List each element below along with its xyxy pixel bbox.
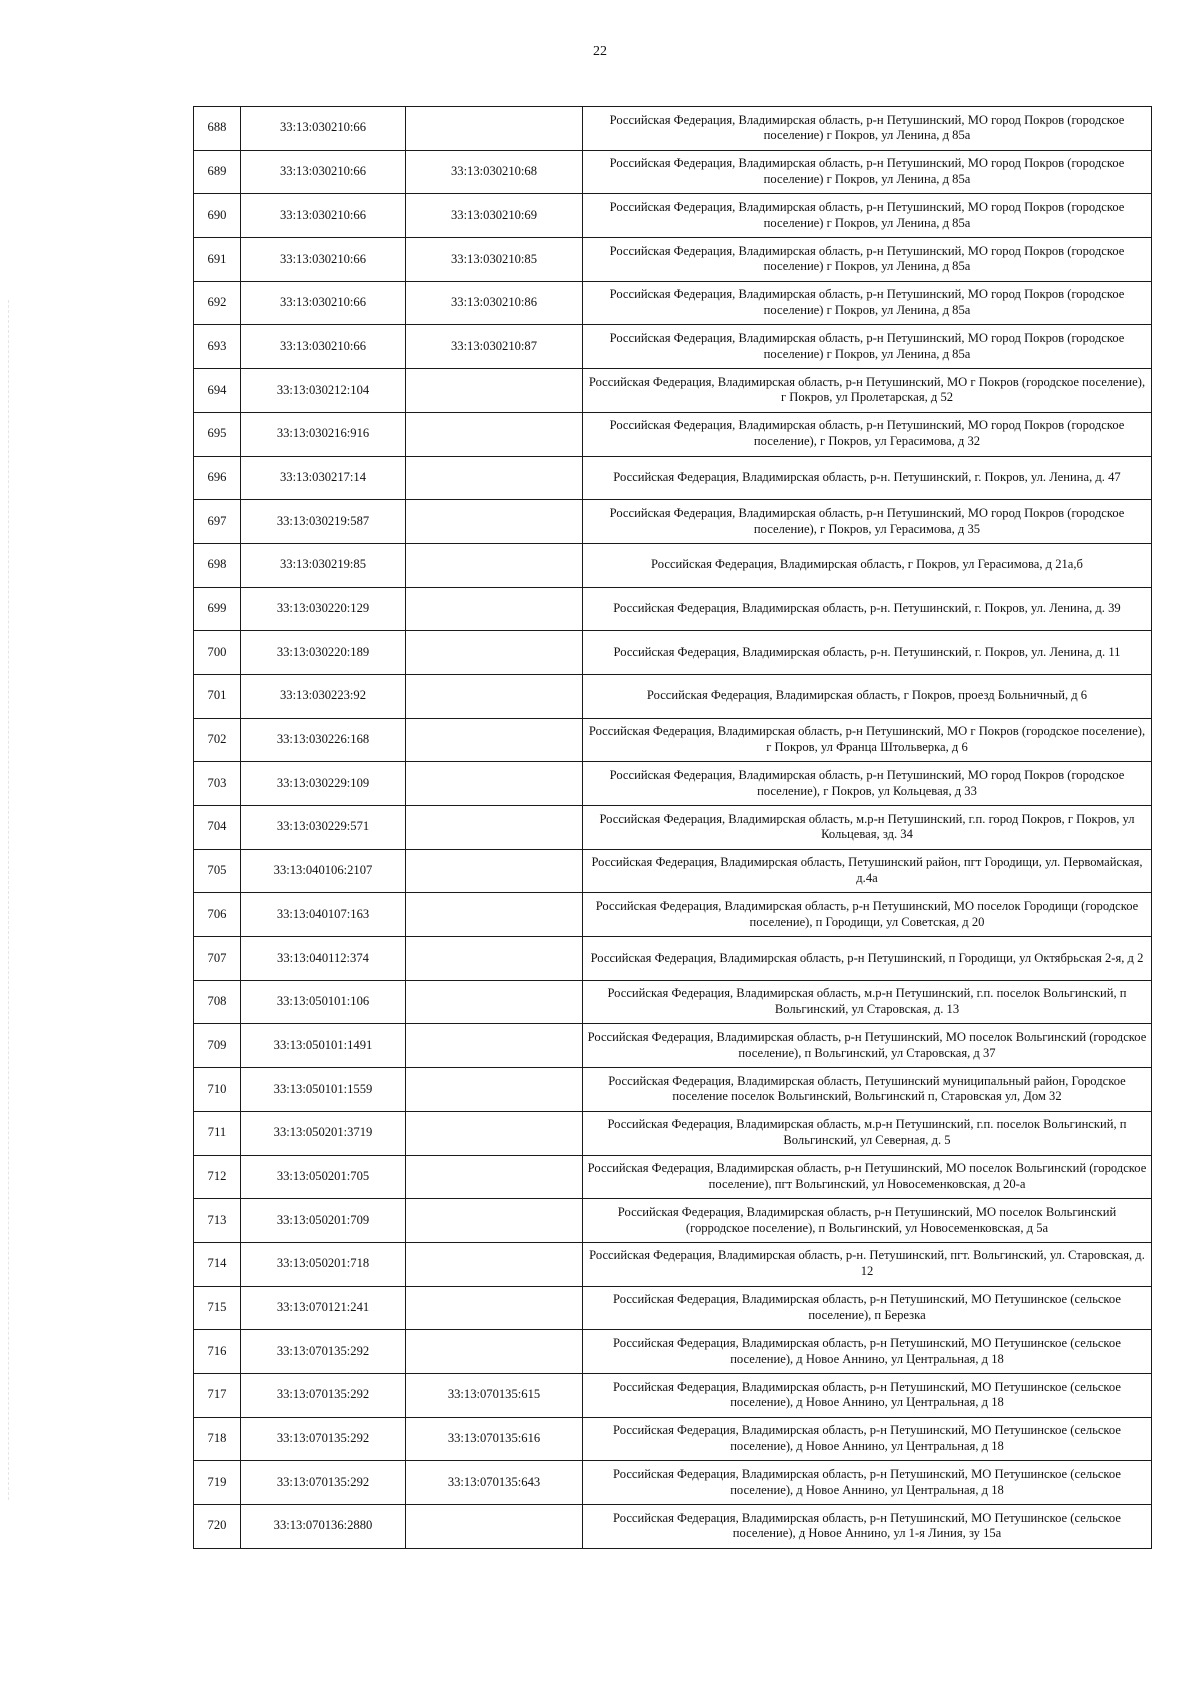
row-number-cell xyxy=(194,1111,241,1155)
cadastral-number-cell xyxy=(241,1024,406,1068)
table-row xyxy=(194,849,1152,893)
sub-cadastral-number-cell xyxy=(406,1373,583,1417)
cadastral-number-cell xyxy=(241,1330,406,1374)
address-cell xyxy=(583,1068,1152,1112)
sub-cadastral-number-cell xyxy=(406,1199,583,1243)
cadastral-number: 33:13:030220:189 xyxy=(276,644,370,659)
cadastral-number: 33:13:030217:14 xyxy=(279,469,367,484)
address-cell xyxy=(583,1286,1152,1330)
address: Российская Федерация, Владимирская область, р-н Петушинский, п Городищи, ул Октябрьская 2-я, д 2 xyxy=(590,950,1144,965)
cadastral-number: 33:13:050201:709 xyxy=(276,1212,370,1227)
row-number-cell xyxy=(194,1417,241,1461)
address: Российская Федерация, Владимирская область, Петушинский муниципальный район, Городское поселение поселок Вольгинский, Вольгинский п, Старовская ул, Дом 32 xyxy=(608,1073,1126,1104)
cadastral-number-cell xyxy=(241,1286,406,1330)
sub-cadastral-number-cell xyxy=(406,281,583,325)
table-row xyxy=(194,1330,1152,1374)
row-number-cell xyxy=(194,1068,241,1112)
row-number: 718 xyxy=(207,1431,227,1446)
sub-cadastral-number-cell xyxy=(406,806,583,850)
address: Российская Федерация, Владимирская область, р-н. Петушинский, пгт. Вольгинский, ул. Старовская, д. 12 xyxy=(589,1248,1145,1279)
table-row xyxy=(194,369,1152,413)
sub-cadastral-number: 33:13:070135:643 xyxy=(447,1474,541,1489)
cadastral-number: 33:13:030220:129 xyxy=(276,601,370,616)
row-number: 719 xyxy=(207,1474,227,1489)
cadastral-number: 33:13:030219:587 xyxy=(276,513,370,528)
cadastral-number: 33:13:050201:718 xyxy=(276,1256,370,1271)
row-number-cell xyxy=(194,543,241,587)
cadastral-number: 33:13:070135:292 xyxy=(276,1431,370,1446)
sub-cadastral-number: 33:13:030210:68 xyxy=(450,164,538,179)
cadastral-number-cell xyxy=(241,1155,406,1199)
address: Российская Федерация, Владимирская область, р-н Петушинский, МО город Покров (городское поселение), г Покров, ул Герасимова, д 32 xyxy=(609,418,1125,449)
row-number-cell xyxy=(194,1199,241,1243)
row-number: 699 xyxy=(207,601,227,616)
table-row xyxy=(194,1373,1152,1417)
row-number: 701 xyxy=(207,688,227,703)
address: Российская Федерация, Владимирская область, р-н Петушинский, МО Петушинское (сельское поселение), д Новое Аннино, ул 1-я Линия, зу 15а xyxy=(613,1510,1121,1541)
sub-cadastral-number-cell xyxy=(406,412,583,456)
address: Российская Федерация, Владимирская область, р-н Петушинский, МО поселок Вольгинский (горродское поселение), п Вольгинский, ул Новосеменковская, д 5а xyxy=(617,1204,1117,1235)
row-number: 703 xyxy=(207,775,227,790)
address-cell xyxy=(583,500,1152,544)
cadastral-number-cell xyxy=(241,587,406,631)
row-number-cell xyxy=(194,150,241,194)
row-number-cell xyxy=(194,107,241,151)
table-row xyxy=(194,1111,1152,1155)
sub-cadastral-number-cell xyxy=(406,1461,583,1505)
sub-cadastral-number-cell xyxy=(406,150,583,194)
row-number-cell xyxy=(194,238,241,282)
address-cell xyxy=(583,937,1152,981)
cadastral-number-cell xyxy=(241,543,406,587)
table-row xyxy=(194,107,1152,151)
address-cell xyxy=(583,325,1152,369)
address-cell xyxy=(583,1505,1152,1549)
address: Российская Федерация, Владимирская область, р-н Петушинский, МО город Покров (городское поселение), г Покров, ул Кольцевая, д 33 xyxy=(609,767,1125,798)
sub-cadastral-number: 33:13:070135:616 xyxy=(447,1431,541,1446)
cadastral-number: 33:13:070135:292 xyxy=(276,1387,370,1402)
cadastral-number: 33:13:030212:104 xyxy=(276,382,370,397)
sub-cadastral-number: 33:13:030210:86 xyxy=(450,295,538,310)
row-number: 711 xyxy=(207,1125,227,1140)
address: Российская Федерация, Владимирская область, г Покров, проезд Больничный, д 6 xyxy=(646,688,1088,703)
address: Российская Федерация, Владимирская область, р-н Петушинский, МО город Покров (городское поселение) г Покров, ул Ленина, д 85а xyxy=(609,243,1125,274)
sub-cadastral-number-cell xyxy=(406,1417,583,1461)
address-cell xyxy=(583,631,1152,675)
table-row xyxy=(194,238,1152,282)
address: Российская Федерация, Владимирская область, р-н Петушинский, МО г Покров (городское поселение), г Покров, ул Франца Штольверка, д 6 xyxy=(588,724,1146,754)
address: Российская Федерация, Владимирская область, м.р-н Петушинский, г.п. город Покров, г Покров, ул Кольцевая, зд. 34 xyxy=(599,811,1135,842)
row-number-cell xyxy=(194,500,241,544)
cadastral-number-cell xyxy=(241,980,406,1024)
sub-cadastral-number: 33:13:070135:615 xyxy=(447,1387,541,1402)
registry-table xyxy=(193,106,1152,1549)
address: Российская Федерация, Владимирская область, р-н Петушинский, МО Петушинское (сельское поселение), д Новое Аннино, ул Центральная, д 18 xyxy=(613,1466,1121,1497)
address: Российская Федерация, Владимирская область, р-н Петушинский, МО город Покров (городское поселение), г Покров, ул Герасимова, д 35 xyxy=(609,505,1125,536)
table-row xyxy=(194,674,1152,718)
row-number: 717 xyxy=(207,1387,227,1402)
address: Российская Федерация, Владимирская область, р-н Петушинский, МО Петушинское (сельское поселение), д Новое Аннино, ул Центральная, д 18 xyxy=(613,1379,1121,1410)
cadastral-number: 33:13:040112:374 xyxy=(277,950,369,965)
row-number: 704 xyxy=(207,819,227,834)
address-cell xyxy=(583,543,1152,587)
page-number: 22 xyxy=(593,44,607,59)
address: Российская Федерация, Владимирская область, р-н Петушинский, МО город Покров (городское поселение) г Покров, ул Ленина, д 85а xyxy=(609,156,1125,187)
row-number: 698 xyxy=(207,557,227,572)
address: Российская Федерация, Владимирская область, м.р-н Петушинский, г.п. поселок Вольгинский, п Вольгинский, ул Старовская, д. 13 xyxy=(607,986,1127,1017)
cadastral-number-cell xyxy=(241,194,406,238)
sub-cadastral-number-cell xyxy=(406,238,583,282)
address: Российская Федерация, Владимирская область, р-н Петушинский, МО Петушинское (сельское поселение), п Березка xyxy=(613,1292,1121,1322)
cadastral-number-cell xyxy=(241,1199,406,1243)
table-row xyxy=(194,762,1152,806)
cadastral-number-cell xyxy=(241,150,406,194)
cadastral-number-cell xyxy=(241,1373,406,1417)
address-cell xyxy=(583,194,1152,238)
table-row xyxy=(194,325,1152,369)
sub-cadastral-number-cell xyxy=(406,1068,583,1112)
address: Российская Федерация, Владимирская область, р-н Петушинский, МО город Покров (городское поселение) г Покров, ул Ленина, д 85а xyxy=(609,199,1125,230)
row-number-cell xyxy=(194,893,241,937)
row-number: 697 xyxy=(207,513,227,528)
address-cell xyxy=(583,150,1152,194)
cadastral-number-cell xyxy=(241,937,406,981)
sub-cadastral-number-cell xyxy=(406,500,583,544)
table-row xyxy=(194,1155,1152,1199)
address: Российская Федерация, Владимирская область, Петушинский район, пгт Городищи, ул. Первомайская, д.4а xyxy=(591,855,1143,886)
cadastral-number: 33:13:030210:66 xyxy=(279,295,367,310)
cadastral-number: 33:13:030216:916 xyxy=(276,426,370,441)
table-row xyxy=(194,1242,1152,1286)
table-row xyxy=(194,281,1152,325)
sub-cadastral-number-cell xyxy=(406,107,583,151)
table-row xyxy=(194,631,1152,675)
address: Российская Федерация, Владимирская область, р-н Петушинский, МО город Покров (городское поселение) г Покров, ул Ленина, д 85а xyxy=(609,112,1125,143)
row-number: 692 xyxy=(207,295,227,310)
cadastral-number: 33:13:050201:705 xyxy=(276,1168,370,1183)
address: Российская Федерация, Владимирская область, р-н Петушинский, МО поселок Городищи (городское поселение), п Городищи, ул Советская, д 20 xyxy=(595,898,1139,929)
cadastral-number: 33:13:030226:168 xyxy=(276,732,370,747)
row-number-cell xyxy=(194,412,241,456)
row-number: 700 xyxy=(207,644,227,659)
cadastral-number-cell xyxy=(241,631,406,675)
sub-cadastral-number-cell xyxy=(406,1155,583,1199)
table-row xyxy=(194,500,1152,544)
cadastral-number: 33:13:030229:571 xyxy=(276,819,370,834)
row-number: 690 xyxy=(207,207,227,222)
cadastral-number-cell xyxy=(241,1461,406,1505)
sub-cadastral-number-cell xyxy=(406,1111,583,1155)
row-number: 715 xyxy=(207,1300,227,1315)
cadastral-number-cell xyxy=(241,1111,406,1155)
row-number-cell xyxy=(194,456,241,500)
sub-cadastral-number-cell xyxy=(406,762,583,806)
row-number: 689 xyxy=(207,164,227,179)
address-cell xyxy=(583,980,1152,1024)
sub-cadastral-number-cell xyxy=(406,937,583,981)
cadastral-number: 33:13:050201:3719 xyxy=(273,1125,373,1140)
row-number-cell xyxy=(194,806,241,850)
address-cell xyxy=(583,849,1152,893)
registry-table-body xyxy=(194,107,1152,1549)
row-number: 688 xyxy=(207,120,227,135)
cadastral-number: 33:13:030223:92 xyxy=(279,688,367,703)
address: Российская Федерация, Владимирская область, р-н Петушинский, МО поселок Вольгинский (городское поселение), п Вольгинский, ул Старовская, д 37 xyxy=(587,1030,1147,1060)
cadastral-number: 33:13:070121:241 xyxy=(276,1300,370,1315)
cadastral-number: 33:13:030210:66 xyxy=(279,120,367,135)
row-number: 705 xyxy=(207,863,227,878)
cadastral-number-cell xyxy=(241,1505,406,1549)
cadastral-number: 33:13:050101:1559 xyxy=(273,1081,373,1096)
sub-cadastral-number-cell xyxy=(406,1505,583,1549)
sub-cadastral-number-cell xyxy=(406,980,583,1024)
sub-cadastral-number-cell xyxy=(406,631,583,675)
cadastral-number: 33:13:040107:163 xyxy=(276,906,370,921)
sub-cadastral-number: 33:13:030210:85 xyxy=(450,251,538,266)
address: Российская Федерация, Владимирская область, р-н. Петушинский, г. Покров, ул. Ленина, д. 47 xyxy=(613,469,1121,484)
row-number: 694 xyxy=(207,382,227,397)
table-row xyxy=(194,893,1152,937)
row-number-cell xyxy=(194,1024,241,1068)
row-number-cell xyxy=(194,194,241,238)
address-cell xyxy=(583,674,1152,718)
address: Российская Федерация, Владимирская область, р-н Петушинский, МО г Покров (городское поселение), г Покров, ул Пролетарская, д 52 xyxy=(588,374,1146,405)
row-number-cell xyxy=(194,1461,241,1505)
row-number-cell xyxy=(194,587,241,631)
table-row xyxy=(194,1199,1152,1243)
cadastral-number-cell xyxy=(241,674,406,718)
row-number-cell xyxy=(194,849,241,893)
sub-cadastral-number: 33:13:030210:69 xyxy=(450,207,538,222)
row-number-cell xyxy=(194,281,241,325)
address-cell xyxy=(583,587,1152,631)
address-cell xyxy=(583,806,1152,850)
cadastral-number-cell xyxy=(241,281,406,325)
address: Российская Федерация, Владимирская область, р-н Петушинский, МО город Покров (городское поселение) г Покров, ул Ленина, д 85а xyxy=(609,331,1125,361)
address: Российская Федерация, Владимирская область, р-н Петушинский, МО Петушинское (сельское поселение), д Новое Аннино, ул Центральная, д 18 xyxy=(613,1423,1121,1453)
address-cell xyxy=(583,456,1152,500)
address-cell xyxy=(583,718,1152,762)
row-number-cell xyxy=(194,1155,241,1199)
table-row xyxy=(194,1417,1152,1461)
row-number-cell xyxy=(194,1242,241,1286)
table-row xyxy=(194,412,1152,456)
sub-cadastral-number-cell xyxy=(406,1286,583,1330)
table-row xyxy=(194,937,1152,981)
cadastral-number-cell xyxy=(241,456,406,500)
row-number-cell xyxy=(194,1373,241,1417)
table-row xyxy=(194,150,1152,194)
cadastral-number-cell xyxy=(241,806,406,850)
cadastral-number-cell xyxy=(241,718,406,762)
row-number: 712 xyxy=(207,1168,227,1183)
cadastral-number-cell xyxy=(241,107,406,151)
address: Российская Федерация, Владимирская область, р-н. Петушинский, г. Покров, ул. Ленина, д. 11 xyxy=(613,644,1121,659)
table-row xyxy=(194,1068,1152,1112)
cadastral-number-cell xyxy=(241,369,406,413)
address-cell xyxy=(583,1242,1152,1286)
row-number: 708 xyxy=(207,994,227,1009)
table-row xyxy=(194,194,1152,238)
address-cell xyxy=(583,412,1152,456)
cadastral-number-cell xyxy=(241,849,406,893)
sub-cadastral-number-cell xyxy=(406,194,583,238)
sub-cadastral-number: 33:13:030210:87 xyxy=(450,338,538,353)
address-cell xyxy=(583,281,1152,325)
row-number-cell xyxy=(194,631,241,675)
row-number-cell xyxy=(194,937,241,981)
row-number-cell xyxy=(194,1286,241,1330)
row-number: 696 xyxy=(207,469,227,484)
row-number: 713 xyxy=(207,1212,227,1227)
table-row xyxy=(194,806,1152,850)
row-number-cell xyxy=(194,980,241,1024)
cadastral-number-cell xyxy=(241,762,406,806)
table-row xyxy=(194,456,1152,500)
address: Российская Федерация, Владимирская область, г Покров, ул Герасимова, д 21а,б xyxy=(651,557,1083,572)
address-cell xyxy=(583,107,1152,151)
address-cell xyxy=(583,1111,1152,1155)
table-row xyxy=(194,1286,1152,1330)
cadastral-number: 33:13:070135:292 xyxy=(276,1474,370,1489)
cadastral-number: 33:13:030229:109 xyxy=(276,775,370,790)
row-number-cell xyxy=(194,762,241,806)
sub-cadastral-number-cell xyxy=(406,325,583,369)
address: Российская Федерация, Владимирская область, р-н. Петушинский, г. Покров, ул. Ленина, д. 39 xyxy=(613,601,1121,616)
cadastral-number-cell xyxy=(241,1242,406,1286)
sub-cadastral-number-cell xyxy=(406,543,583,587)
address-cell xyxy=(583,1330,1152,1374)
sub-cadastral-number-cell xyxy=(406,1242,583,1286)
address-cell xyxy=(583,1155,1152,1199)
address: Российская Федерация, Владимирская область, р-н Петушинский, МО Петушинское (сельское поселение), д Новое Аннино, ул Центральная, д 18 xyxy=(613,1335,1121,1366)
row-number-cell xyxy=(194,718,241,762)
address-cell xyxy=(583,893,1152,937)
address: Российская Федерация, Владимирская область, р-н Петушинский, МО город Покров (городское поселение) г Покров, ул Ленина, д 85а xyxy=(609,287,1125,318)
cadastral-number: 33:13:070136:2880 xyxy=(273,1518,373,1533)
address-cell xyxy=(583,369,1152,413)
row-number-cell xyxy=(194,674,241,718)
row-number-cell xyxy=(194,369,241,413)
row-number: 714 xyxy=(207,1256,227,1271)
table-row xyxy=(194,1024,1152,1068)
cadastral-number: 33:13:040106:2107 xyxy=(273,863,373,878)
row-number: 710 xyxy=(207,1081,227,1096)
sub-cadastral-number-cell xyxy=(406,893,583,937)
sub-cadastral-number-cell xyxy=(406,1024,583,1068)
cadastral-number: 33:13:030210:66 xyxy=(279,251,367,266)
address-cell xyxy=(583,238,1152,282)
row-number: 707 xyxy=(207,950,227,965)
cadastral-number-cell xyxy=(241,412,406,456)
cadastral-number: 33:13:030210:66 xyxy=(279,164,367,179)
row-number: 709 xyxy=(207,1037,227,1052)
row-number: 720 xyxy=(207,1518,227,1533)
address-cell xyxy=(583,1417,1152,1461)
cadastral-number: 33:13:030219:85 xyxy=(279,557,367,572)
sub-cadastral-number-cell xyxy=(406,849,583,893)
row-number-cell xyxy=(194,325,241,369)
address: Российская Федерация, Владимирская область, м.р-н Петушинский, г.п. поселок Вольгинский, п Вольгинский, ул Северная, д. 5 xyxy=(607,1117,1127,1148)
cadastral-number-cell xyxy=(241,500,406,544)
sub-cadastral-number-cell xyxy=(406,718,583,762)
cadastral-number-cell xyxy=(241,1417,406,1461)
address: Российская Федерация, Владимирская область, р-н Петушинский, МО поселок Вольгинский (городское поселение), пгт Вольгинский, ул Новосеменковская, д 20-а xyxy=(587,1161,1147,1191)
address-cell xyxy=(583,762,1152,806)
row-number: 695 xyxy=(207,426,227,441)
sub-cadastral-number-cell xyxy=(406,674,583,718)
row-number: 693 xyxy=(207,338,227,353)
row-number: 702 xyxy=(207,732,227,747)
address-cell xyxy=(583,1024,1152,1068)
row-number: 706 xyxy=(207,906,227,921)
address-cell xyxy=(583,1373,1152,1417)
sub-cadastral-number-cell xyxy=(406,1330,583,1374)
table-row xyxy=(194,1461,1152,1505)
row-number: 691 xyxy=(207,251,227,266)
row-number-cell xyxy=(194,1505,241,1549)
cadastral-number-cell xyxy=(241,893,406,937)
address-cell xyxy=(583,1461,1152,1505)
table-row xyxy=(194,718,1152,762)
sub-cadastral-number-cell xyxy=(406,369,583,413)
table-row xyxy=(194,543,1152,587)
cadastral-number: 33:13:070135:292 xyxy=(276,1343,370,1358)
cadastral-number: 33:13:030210:66 xyxy=(279,207,367,222)
row-number-cell xyxy=(194,1330,241,1374)
cadastral-number-cell xyxy=(241,238,406,282)
scan-edge-mark xyxy=(8,300,10,1500)
cadastral-number: 33:13:030210:66 xyxy=(279,338,367,353)
cadastral-number-cell xyxy=(241,325,406,369)
cadastral-number-cell xyxy=(241,1068,406,1112)
table-row xyxy=(194,980,1152,1024)
cadastral-number: 33:13:050101:1491 xyxy=(273,1037,373,1052)
cadastral-number: 33:13:050101:106 xyxy=(276,994,370,1009)
sub-cadastral-number-cell xyxy=(406,587,583,631)
address-cell xyxy=(583,1199,1152,1243)
sub-cadastral-number-cell xyxy=(406,456,583,500)
table-row xyxy=(194,587,1152,631)
table-row xyxy=(194,1505,1152,1549)
row-number: 716 xyxy=(207,1343,227,1358)
